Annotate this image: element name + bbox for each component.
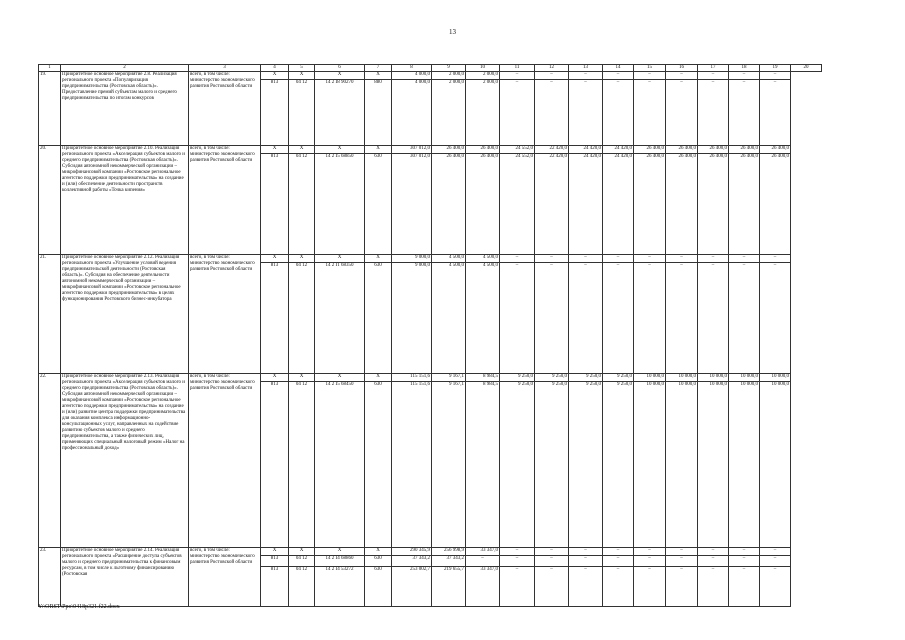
executor: всего, в том числе: министерство экономического развития Ростовской области bbox=[189, 146, 261, 255]
row-number: 23. bbox=[39, 548, 61, 607]
code-cell: 14 2 I5 68450 bbox=[315, 382, 365, 548]
amount-cell: – bbox=[698, 567, 729, 607]
amount-cell: – bbox=[634, 263, 666, 374]
amount-cell: – bbox=[666, 72, 698, 80]
code-cell: X bbox=[315, 548, 365, 556]
amount-cell: 307 012,0 bbox=[392, 154, 432, 255]
amount-cell: – bbox=[666, 255, 698, 263]
amount-cell: 26 400,0 bbox=[729, 146, 760, 154]
amount-cell: – bbox=[666, 80, 698, 146]
table-row bbox=[39, 255, 822, 263]
amount-cell: 9 250,0 bbox=[535, 374, 569, 382]
amount-cell: – bbox=[698, 548, 729, 556]
amount-cell: – bbox=[569, 548, 603, 556]
amount-cell: – bbox=[500, 72, 535, 80]
code-cell: 813 bbox=[261, 154, 289, 255]
amount-cell: 8 984,5 bbox=[466, 382, 500, 548]
table-row bbox=[39, 374, 822, 382]
amount-cell: – bbox=[729, 567, 760, 607]
header-cell: 12 bbox=[535, 65, 569, 72]
amount-cell: 33 347,0 bbox=[466, 548, 500, 556]
amount-cell: 290 345,9 bbox=[392, 548, 432, 556]
table-row bbox=[39, 548, 822, 556]
amount-cell: 2 000,0 bbox=[466, 80, 500, 146]
header-cell: 3 bbox=[189, 65, 261, 72]
header-cell: 18 bbox=[729, 65, 760, 72]
amount-cell: – bbox=[634, 548, 666, 556]
table-header-row bbox=[39, 65, 822, 72]
row-number: 22. bbox=[39, 374, 61, 548]
amount-cell: – bbox=[500, 567, 535, 607]
executor: всего, в том числе: министерство экономического развития Ростовской области bbox=[189, 374, 261, 548]
amount-cell: – bbox=[760, 567, 791, 607]
amount-cell: – bbox=[603, 263, 634, 374]
amount-cell: – bbox=[569, 255, 603, 263]
header-cell: 9 bbox=[432, 65, 466, 72]
budget-table bbox=[38, 64, 822, 607]
amount-cell: 9 250,0 bbox=[603, 374, 634, 382]
amount-cell: – bbox=[666, 263, 698, 374]
amount-cell: 26 400,0 bbox=[666, 154, 698, 255]
amount-cell: 9 000,0 bbox=[392, 255, 432, 263]
code-cell: X bbox=[365, 146, 392, 154]
amount-cell: 9 167,1 bbox=[432, 382, 466, 548]
amount-cell: – bbox=[603, 556, 634, 567]
amount-cell: – bbox=[729, 548, 760, 556]
amount-cell: – bbox=[760, 263, 791, 374]
code-cell: X bbox=[315, 255, 365, 263]
amount-cell: 26 400,0 bbox=[760, 154, 791, 255]
amount-cell: 219 655,7 bbox=[432, 567, 466, 607]
amount-cell: 10 000,0 bbox=[729, 374, 760, 382]
amount-cell: 24 420,0 bbox=[603, 154, 634, 255]
amount-cell: – bbox=[500, 263, 535, 374]
code-cell: 630 bbox=[365, 154, 392, 255]
amount-cell: 24 420,0 bbox=[569, 154, 603, 255]
amount-cell: – bbox=[569, 263, 603, 374]
amount-cell: 10 000,0 bbox=[760, 374, 791, 382]
code-cell: 14 2 I4 68860 bbox=[315, 556, 365, 567]
code-cell: 880 bbox=[365, 80, 392, 146]
amount-cell: 4 500,0 bbox=[466, 255, 500, 263]
amount-cell: 4 000,0 bbox=[392, 80, 432, 146]
amount-cell: 37 343,2 bbox=[432, 556, 466, 567]
amount-cell: 307 012,0 bbox=[392, 146, 432, 154]
activity-description: Приоритетное основное мероприятие 2.14. Реализация регионального проекта «Расширение доступа субъектов малого и среднего предпринимательства к финансовым ресурсам, в том числе к льготному финансированию (Ростовская bbox=[61, 548, 189, 607]
amount-cell: 9 250,0 bbox=[535, 382, 569, 548]
amount-cell: 10 000,0 bbox=[698, 374, 729, 382]
amount-cell: – bbox=[760, 556, 791, 567]
code-cell: 04 12 bbox=[289, 154, 315, 255]
code-cell: X bbox=[261, 374, 289, 382]
amount-cell: 26 400,0 bbox=[466, 154, 500, 255]
amount-cell: 9 250,0 bbox=[500, 382, 535, 548]
amount-cell: 9 000,0 bbox=[392, 263, 432, 374]
header-cell: 7 bbox=[365, 65, 392, 72]
amount-cell: – bbox=[698, 556, 729, 567]
amount-cell: 37 343,2 bbox=[392, 556, 432, 567]
amount-cell: – bbox=[535, 80, 569, 146]
code-cell: 04 12 bbox=[289, 567, 315, 607]
code-cell: X bbox=[365, 255, 392, 263]
amount-cell: 24 420,0 bbox=[603, 146, 634, 154]
amount-cell: – bbox=[569, 80, 603, 146]
page-number: 13 bbox=[449, 28, 456, 36]
amount-cell: 26 400,0 bbox=[634, 146, 666, 154]
amount-cell: – bbox=[603, 567, 634, 607]
amount-cell: – bbox=[535, 72, 569, 80]
activity-description: Приоритетное основное мероприятие 2.8. Реализация регионального проекта «Популяризация предпринимательства (Ростовская область)». Предоставление премий субъектам малого и среднего предпринимательства по итогам конкурсов bbox=[61, 72, 189, 146]
code-cell: 04 12 bbox=[289, 382, 315, 548]
code-cell: 04 12 bbox=[289, 556, 315, 567]
amount-cell: 26 400,0 bbox=[634, 154, 666, 255]
header-cell: 14 bbox=[603, 65, 634, 72]
code-cell: X bbox=[365, 548, 392, 556]
amount-cell: 26 400,0 bbox=[760, 146, 791, 154]
amount-cell: 9 250,0 bbox=[569, 382, 603, 548]
code-cell: 14 2 I4 53272 bbox=[315, 567, 365, 607]
code-cell: X bbox=[261, 255, 289, 263]
code-cell: X bbox=[365, 72, 392, 80]
amount-cell: – bbox=[603, 255, 634, 263]
amount-cell: – bbox=[760, 255, 791, 263]
amount-cell: 10 000,0 bbox=[760, 382, 791, 548]
amount-cell: 4 500,0 bbox=[432, 263, 466, 374]
header-cell: 11 bbox=[500, 65, 535, 72]
header-cell: 13 bbox=[569, 65, 603, 72]
amount-cell: 9 250,0 bbox=[569, 374, 603, 382]
code-cell: X bbox=[315, 72, 365, 80]
amount-cell: 9 167,1 bbox=[432, 374, 466, 382]
amount-cell: 4 000,0 bbox=[392, 72, 432, 80]
code-cell: 630 bbox=[365, 567, 392, 607]
amount-cell: 253 002,7 bbox=[392, 567, 432, 607]
amount-cell: 33 347,0 bbox=[466, 567, 500, 607]
amount-cell: 10 000,0 bbox=[634, 374, 666, 382]
amount-cell: 26 400,0 bbox=[666, 146, 698, 154]
code-cell: X bbox=[289, 548, 315, 556]
amount-cell: – bbox=[698, 263, 729, 374]
code-cell: 14 2 I1 68350 bbox=[315, 263, 365, 374]
amount-cell: 22 420,0 bbox=[535, 154, 569, 255]
amount-cell: – bbox=[603, 72, 634, 80]
amount-cell: – bbox=[466, 556, 500, 567]
header-cell: 4 bbox=[261, 65, 289, 72]
header-cell: 20 bbox=[791, 65, 822, 72]
header-cell: 8 bbox=[392, 65, 432, 72]
amount-cell: – bbox=[634, 80, 666, 146]
code-cell: X bbox=[315, 146, 365, 154]
code-cell: X bbox=[261, 72, 289, 80]
amount-cell: 10 000,0 bbox=[666, 382, 698, 548]
amount-cell: 26 400,0 bbox=[698, 146, 729, 154]
amount-cell: 4 500,0 bbox=[432, 255, 466, 263]
code-cell: 04 12 bbox=[289, 80, 315, 146]
amount-cell: 26 400,0 bbox=[466, 146, 500, 154]
header-cell: 19 bbox=[760, 65, 791, 72]
amount-cell: 2 000,0 bbox=[466, 72, 500, 80]
code-cell: X bbox=[289, 146, 315, 154]
amount-cell: – bbox=[535, 263, 569, 374]
header-cell: 1 bbox=[39, 65, 61, 72]
amount-cell: 26 400,0 bbox=[729, 154, 760, 255]
amount-cell: 2 000,0 bbox=[432, 80, 466, 146]
amount-cell: – bbox=[729, 263, 760, 374]
amount-cell: 10 000,0 bbox=[698, 382, 729, 548]
executor: всего, в том числе: министерство экономического развития Ростовской области bbox=[189, 548, 261, 607]
amount-cell: – bbox=[603, 548, 634, 556]
header-cell: 15 bbox=[634, 65, 666, 72]
amount-cell: – bbox=[698, 72, 729, 80]
header-cell: 10 bbox=[466, 65, 500, 72]
code-cell: 630 bbox=[365, 263, 392, 374]
amount-cell: – bbox=[500, 255, 535, 263]
amount-cell: 26 400,0 bbox=[698, 154, 729, 255]
row-number: 20. bbox=[39, 146, 61, 255]
amount-cell: 256 998,9 bbox=[432, 548, 466, 556]
amount-cell: – bbox=[603, 80, 634, 146]
amount-cell: 4 500,0 bbox=[466, 263, 500, 374]
executor: всего, в том числе: министерство экономического развития Ростовской области bbox=[189, 255, 261, 374]
code-cell: X bbox=[289, 72, 315, 80]
table-row bbox=[39, 72, 822, 80]
amount-cell: 9 250,0 bbox=[603, 382, 634, 548]
amount-cell: – bbox=[698, 255, 729, 263]
table-row bbox=[39, 146, 822, 154]
amount-cell: 24 552,0 bbox=[500, 146, 535, 154]
amount-cell: – bbox=[760, 72, 791, 80]
amount-cell: – bbox=[535, 255, 569, 263]
amount-cell: 115 151,6 bbox=[392, 374, 432, 382]
header-cell: 17 bbox=[698, 65, 729, 72]
amount-cell: 24 552,0 bbox=[500, 154, 535, 255]
amount-cell: 8 984,5 bbox=[466, 374, 500, 382]
code-cell: 14 2 I5 68850 bbox=[315, 154, 365, 255]
code-cell: 630 bbox=[365, 382, 392, 548]
amount-cell: – bbox=[634, 255, 666, 263]
amount-cell: – bbox=[500, 80, 535, 146]
amount-cell: – bbox=[666, 556, 698, 567]
amount-cell: – bbox=[666, 567, 698, 607]
amount-cell: – bbox=[500, 556, 535, 567]
amount-cell: – bbox=[729, 72, 760, 80]
header-cell: 16 bbox=[666, 65, 698, 72]
code-cell: 14 2 I8 90270 bbox=[315, 80, 365, 146]
amount-cell: – bbox=[535, 567, 569, 607]
amount-cell: 2 000,0 bbox=[432, 72, 466, 80]
code-cell: 813 bbox=[261, 382, 289, 548]
amount-cell: – bbox=[569, 556, 603, 567]
activity-description: Приоритетное основное мероприятие 2.10. Реализация регионального проекта «Акселерация субъектов малого и среднего предпринимательства (Ростовская область)». Субсидия автономной некоммерческой организации – микрофинансовой компании «Ростовское региональное агентство поддержки предпринимательства» на создание и (или) обеспечение деятельности пространств коллективной работы «Точка кипения» bbox=[61, 146, 189, 255]
code-cell: 630 bbox=[365, 556, 392, 567]
amount-cell: – bbox=[729, 255, 760, 263]
amount-cell: 26 400,0 bbox=[432, 154, 466, 255]
amount-cell: 115 151,6 bbox=[392, 382, 432, 548]
row-number: 19. bbox=[39, 72, 61, 146]
amount-cell: – bbox=[760, 548, 791, 556]
header-cell: 2 bbox=[61, 65, 189, 72]
amount-cell: 10 000,0 bbox=[634, 382, 666, 548]
code-cell: X bbox=[289, 374, 315, 382]
code-cell: X bbox=[365, 374, 392, 382]
code-cell: X bbox=[261, 548, 289, 556]
code-cell: X bbox=[261, 146, 289, 154]
activity-description: Приоритетное основное мероприятие 2.13. Реализация регионального проекта «Акселерация субъектов малого и среднего предпринимательства (Ростовская область)». Субсидия автономной некоммерческой организации – микрофинансовой компании «Ростовское региональное агентство поддержки предпринимательства» на создание и (или) развитие центра поддержки предпринимательства для оказания комплекса информационно-консультационных услуг, направленных на содействие развитию субъектов малого и среднего предпринимательства, а также физических лиц, применяющих специальный налоговый режим «Налог на профессиональный доход» bbox=[61, 374, 189, 548]
code-cell: 813 bbox=[261, 556, 289, 567]
header-cell: 6 bbox=[315, 65, 365, 72]
amount-cell: – bbox=[634, 72, 666, 80]
amount-cell: – bbox=[729, 80, 760, 146]
amount-cell: – bbox=[634, 556, 666, 567]
amount-cell: 26 400,0 bbox=[432, 146, 466, 154]
amount-cell: 24 420,0 bbox=[569, 146, 603, 154]
amount-cell: 10 000,0 bbox=[729, 382, 760, 548]
code-cell: 04 12 bbox=[289, 263, 315, 374]
amount-cell: – bbox=[634, 567, 666, 607]
code-cell: X bbox=[289, 255, 315, 263]
amount-cell: 10 000,0 bbox=[666, 374, 698, 382]
header-cell: 5 bbox=[289, 65, 315, 72]
code-cell: X bbox=[315, 374, 365, 382]
executor: всего, в том числе: министерство экономического развития Ростовской области bbox=[189, 72, 261, 146]
amount-cell: – bbox=[569, 567, 603, 607]
code-cell: 813 bbox=[261, 567, 289, 607]
amount-cell: – bbox=[535, 556, 569, 567]
amount-cell: – bbox=[698, 80, 729, 146]
amount-cell: – bbox=[569, 72, 603, 80]
code-cell: 813 bbox=[261, 80, 289, 146]
row-number: 21. bbox=[39, 255, 61, 374]
amount-cell: – bbox=[535, 548, 569, 556]
file-path-footer: Y:\ORST\Ppo\0418p321.f22.docx bbox=[38, 604, 120, 610]
amount-cell: – bbox=[500, 548, 535, 556]
code-cell: 813 bbox=[261, 263, 289, 374]
amount-cell: – bbox=[729, 556, 760, 567]
amount-cell: 9 250,0 bbox=[500, 374, 535, 382]
activity-description: Приоритетное основное мероприятие 2.12. Реализация регионального проекта «Улучшение условий ведения предпринимательской деятельности (Ростовская область)». Субсидия на обеспечение деятельности автономной некоммерческой организации – микрофинансовой компании «Ростовское региональное агентство поддержки предпринимательства» в целях функционирования Ростовского бизнес-инкубатора bbox=[61, 255, 189, 374]
amount-cell: 22 420,0 bbox=[535, 146, 569, 154]
amount-cell: – bbox=[666, 548, 698, 556]
amount-cell: – bbox=[760, 80, 791, 146]
